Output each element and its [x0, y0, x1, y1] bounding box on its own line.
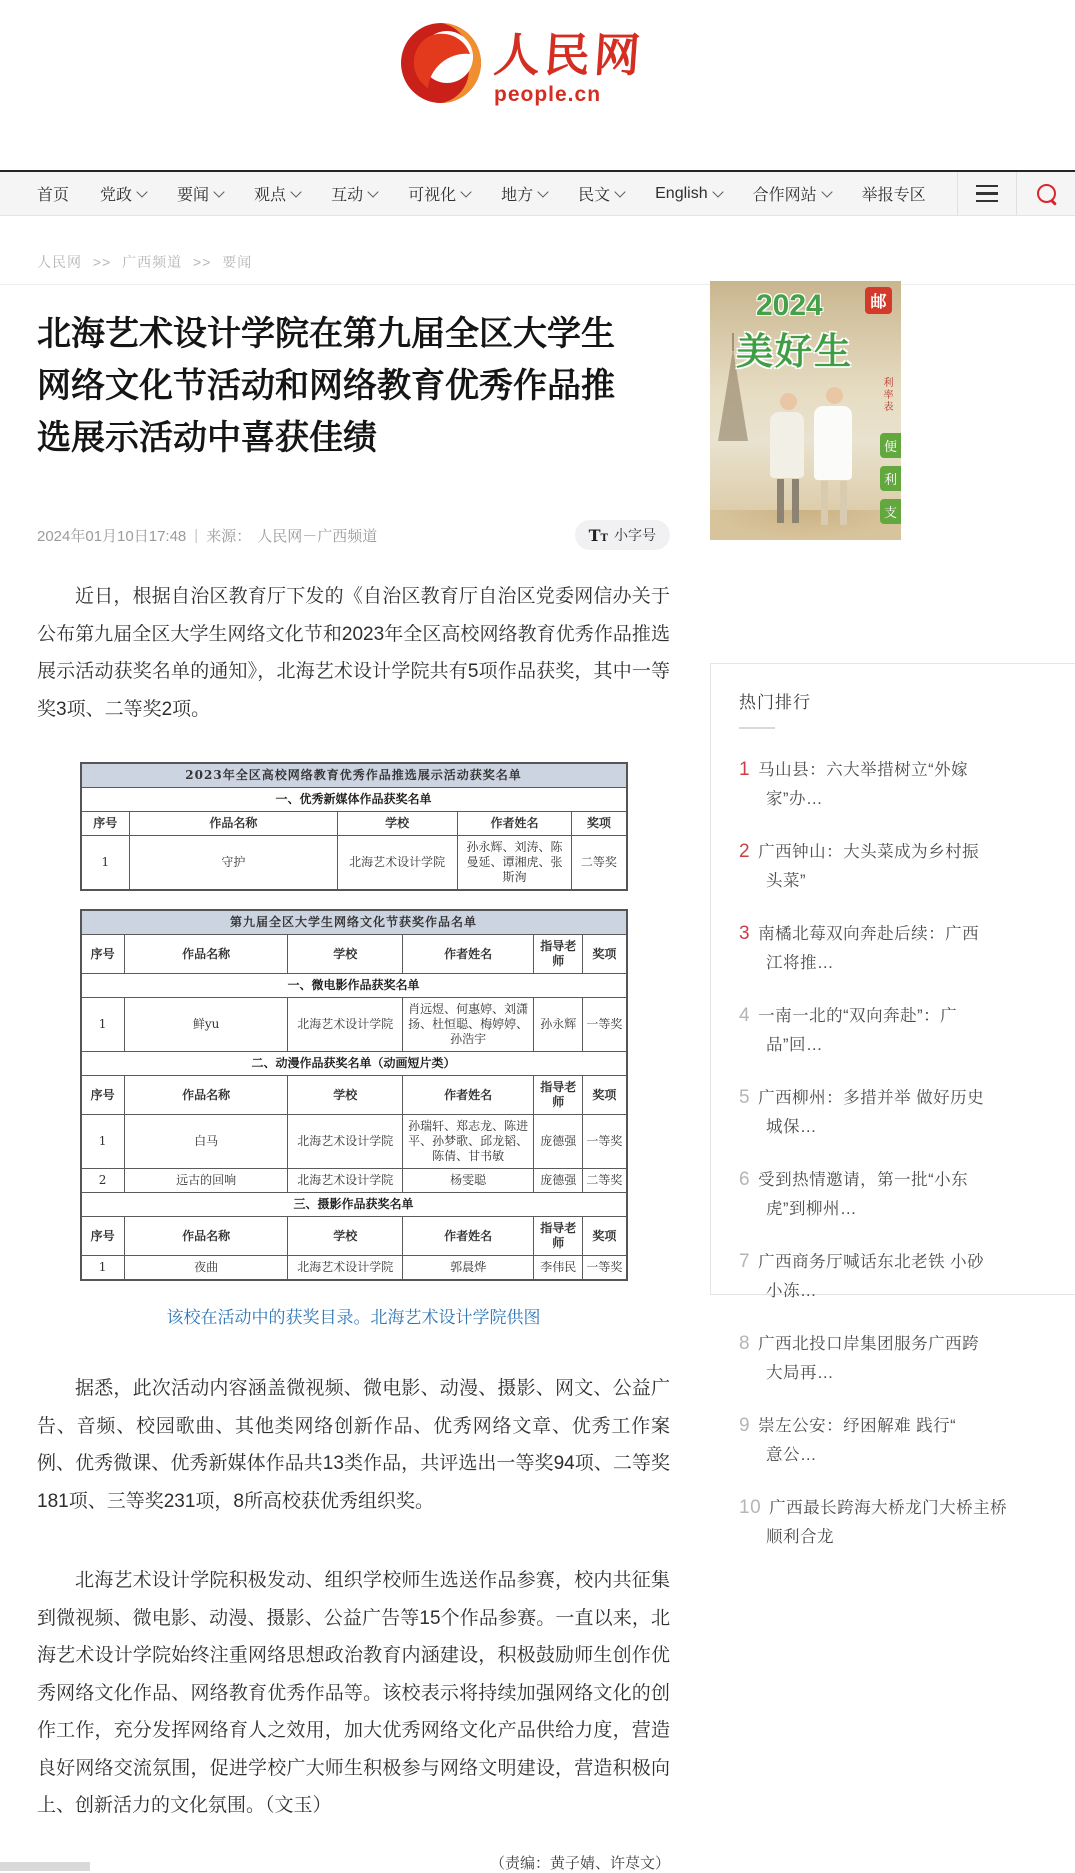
- article-meta: [37, 520, 670, 550]
- col-header: 序号: [81, 935, 125, 974]
- nav-item-english[interactable]: [655, 185, 721, 203]
- hot-item-text: 头菜”: [766, 872, 806, 890]
- table-section-band: 三、摄影作品获奖名单: [81, 1193, 627, 1217]
- breadcrumb-separator: >>: [193, 254, 212, 270]
- hot-item-text: 家”办…: [766, 790, 823, 808]
- col-header: 学校: [288, 1076, 403, 1115]
- cell-award: 一等奖: [583, 1256, 627, 1281]
- table-section-band: 二、动漫作品获奖名单（动画短片类）: [81, 1052, 627, 1076]
- table-row: [81, 1115, 627, 1169]
- nav-items: [0, 182, 957, 205]
- nav-item-hezuo[interactable]: [753, 182, 831, 205]
- people-cn-logo[interactable]: [398, 20, 644, 107]
- cell-award: 一等奖: [583, 1115, 627, 1169]
- editor-credit: （责编：黄子婧、许荩文）: [489, 1855, 670, 1872]
- nav-label: 举报专区: [861, 187, 926, 204]
- hot-item-text: 小冻…: [766, 1282, 817, 1300]
- hot-item-text: 广西最长跨海大桥龙门大桥主桥: [769, 1499, 1008, 1517]
- col-header: 作者姓名: [457, 812, 572, 836]
- sidebar-ad-banner[interactable]: [710, 281, 901, 540]
- nav-label: English: [655, 184, 708, 202]
- hot-item-text: 南橘北莓双向奔赴后续：广西: [758, 925, 980, 943]
- cell-school: 北海艺术设计学院: [288, 998, 403, 1052]
- col-header: 作品名称: [124, 935, 288, 974]
- col-header: 作品名称: [124, 1217, 288, 1256]
- cell-award: 二等奖: [572, 836, 627, 891]
- cell-advisor: 庞德强: [534, 1115, 583, 1169]
- cell-authors: 孙永辉、刘涛、陈曼延、谭湘虎、张斯洵: [457, 836, 572, 891]
- table-section-band: 一、优秀新媒体作品获奖名单: [81, 788, 627, 812]
- ad-person-graphic: [814, 387, 854, 525]
- logo-wordmark: [494, 30, 644, 107]
- hot-item-1[interactable]: [739, 755, 1075, 814]
- cell-index: 1: [81, 836, 130, 891]
- col-header: 作品名称: [124, 1076, 288, 1115]
- figure-caption: 该校在活动中的获奖目录。北海艺术设计学院供图: [166, 1308, 541, 1328]
- rank-number: 6: [739, 1169, 751, 1190]
- nav-label: 首页: [37, 187, 70, 204]
- nav-item-guandian[interactable]: [254, 182, 300, 205]
- cell-authors: 郭晨烨: [403, 1256, 534, 1281]
- hot-item-text: 马山县：六大举措树立“外嫁: [758, 761, 969, 779]
- cell-work: 夜曲: [124, 1256, 288, 1281]
- cell-advisor: 李伟民: [534, 1256, 583, 1281]
- hot-ranking-panel: [710, 663, 1075, 1546]
- nav-item-keshihua[interactable]: [408, 182, 470, 205]
- nav-item-hudong[interactable]: [331, 182, 377, 205]
- col-header: 学校: [288, 1217, 403, 1256]
- nav-label: 要闻: [177, 187, 210, 204]
- nav-item-yaowen[interactable]: [177, 182, 223, 205]
- main-navbar: [0, 170, 1075, 216]
- rank-number: 4: [739, 1005, 751, 1026]
- ad-tag: 便: [880, 433, 901, 458]
- cell-work: 远古的回响: [124, 1169, 288, 1193]
- cell-authors: 杨雯聪: [403, 1169, 534, 1193]
- col-header: 序号: [81, 812, 130, 836]
- nav-item-jubao[interactable]: [862, 182, 926, 205]
- award-table-festival: [80, 909, 628, 1281]
- hot-item-4[interactable]: [739, 1001, 1075, 1060]
- table-row: [81, 1256, 627, 1281]
- title-line: 北海艺术设计学院在第九届全区大学生: [37, 315, 615, 353]
- ad-person-graphic: [770, 393, 806, 523]
- hot-item-text: 广西钟山：大头菜成为乡村振: [758, 843, 980, 861]
- hot-item-text: 大局再…: [766, 1364, 834, 1382]
- hot-item-5[interactable]: [739, 1083, 1075, 1142]
- ad-post-seal: 邮: [865, 287, 892, 314]
- table-row: [81, 998, 627, 1052]
- cell-school: 北海艺术设计学院: [288, 1169, 403, 1193]
- paragraph-2: 据悉，此次活动内容涵盖微视频、微电影、动漫、摄影、网文、公益广告、音频、校园歌曲、其他类网络创新作品、优秀网络文章、优秀工作案例、优秀微课、优秀新媒体作品共13类作品，共评选出一等奖94项、二等奖181项、三等奖231项，8所高校获优秀组织奖。: [37, 1378, 670, 1512]
- col-header: 作者姓名: [403, 935, 534, 974]
- hot-item-7[interactable]: [739, 1247, 1075, 1306]
- paragraph-1: 近日，根据自治区教育厅下发的《自治区教育厅自治区党委网信办关于公布第九届全区大学生网络文化节和2023年全区高校网络教育优秀作品推选展示活动获奖名单的通知》，北海艺术设计学院共有5项作品获奖，其中一等奖3项、二等奖2项。: [37, 586, 670, 720]
- cell-school: 北海艺术设计学院: [288, 1115, 403, 1169]
- hot-item-text: 受到热情邀请，第一批“小东: [758, 1171, 969, 1189]
- hot-item-2[interactable]: [739, 837, 1075, 896]
- hot-item-text: 一南一北的“双向奔赴”：广: [758, 1007, 958, 1025]
- publish-date: 2024年01月10日17:48: [37, 527, 187, 545]
- col-header: 作品名称: [130, 812, 337, 836]
- table-row: [81, 1169, 627, 1193]
- cell-work: 鲜yu: [124, 998, 288, 1052]
- breadcrumb: [37, 252, 252, 272]
- col-header: 指导老师: [534, 935, 583, 974]
- cell-advisor: 庞德强: [534, 1169, 583, 1193]
- menu-icon[interactable]: [958, 172, 1016, 215]
- hot-item-text: 品”回…: [766, 1036, 823, 1054]
- hot-item-text: 广西北投口岸集团服务广西跨: [758, 1335, 980, 1353]
- article-column: [37, 284, 670, 1825]
- col-header: 作者姓名: [403, 1076, 534, 1115]
- table-gap: [80, 891, 628, 909]
- title-line: 网络文化节活动和网络教育优秀作品推: [37, 367, 615, 405]
- nav-label: 可视化: [408, 187, 457, 204]
- col-header: 学校: [337, 812, 457, 836]
- site-header: [0, 0, 1075, 169]
- source-label: 来源：: [206, 527, 252, 545]
- col-header: 奖项: [583, 935, 627, 974]
- chevron-down-icon: [537, 186, 548, 197]
- ad-year-text: 2024: [756, 289, 823, 322]
- col-header: 学校: [288, 935, 403, 974]
- nav-right: [957, 172, 1075, 215]
- hot-item-text: 广西柳州：多措并举 做好历史: [758, 1089, 985, 1107]
- hot-item-text: 意公…: [766, 1446, 817, 1464]
- paragraph-3: 北海艺术设计学院积极发动、组织学校师生选送作品参赛，校内共征集到微视频、微电影、动漫、摄影、公益广告等15个作品参赛。一直以来，北海艺术设计学院始终注重网络思想政治教育内涵建设，积极鼓励师生创作优秀网络文化作品、网络教育优秀作品等。该校表示将持续加强网络文化的创作工作，充分发挥网络育人之效用，加大优秀网络文化产品供给力度，营造良好网络交流氛围，促进学校广大师生积极参与网络文明建设，营造积极向上、创新活力的文化氛围。（文玉）: [37, 1570, 670, 1816]
- chevron-down-icon: [213, 186, 224, 197]
- meta-divider: |: [194, 526, 199, 544]
- rank-number: 10: [739, 1497, 762, 1518]
- col-header: 奖项: [583, 1076, 627, 1115]
- nav-label: 党政: [100, 187, 133, 204]
- chevron-down-icon: [460, 186, 471, 197]
- table-title: 第九届全区大学生网络文化节获奖作品名单: [81, 910, 627, 935]
- chevron-down-icon: [136, 186, 147, 197]
- rank-number: 5: [739, 1087, 751, 1108]
- cell-work: 守护: [130, 836, 337, 891]
- font-size-label: 小字号: [614, 527, 656, 543]
- hot-item-9[interactable]: [739, 1411, 1075, 1470]
- cell-index: 1: [81, 998, 125, 1052]
- cell-work: 白马: [124, 1115, 288, 1169]
- chevron-down-icon: [821, 186, 832, 197]
- nav-label: 观点: [254, 187, 287, 204]
- cell-school: 北海艺术设计学院: [288, 1256, 403, 1281]
- nav-label: 合作网站: [752, 187, 817, 204]
- logo-text-en: people.cn: [494, 82, 602, 106]
- footer-strip: [0, 1862, 90, 1871]
- col-header: 序号: [81, 1076, 125, 1115]
- breadcrumb-guangxi[interactable]: 广西频道: [122, 254, 183, 270]
- cell-authors: 肖远煜、何惠婷、刘潇扬、杜恒聪、梅婷婷、孙浩宇: [403, 998, 534, 1052]
- ad-small-text: 利率表: [881, 377, 892, 413]
- table-section-band: 一、微电影作品获奖名单: [81, 974, 627, 998]
- cell-award: 二等奖: [583, 1169, 627, 1193]
- hot-item-text: 城保…: [766, 1118, 817, 1136]
- ad-headline-text: 美好生: [736, 331, 853, 372]
- title-line: 选展示活动中喜获佳绩: [37, 419, 377, 457]
- table-row: [81, 836, 627, 891]
- font-size-button[interactable]: [575, 520, 670, 550]
- col-header: 奖项: [583, 1217, 627, 1256]
- search-button[interactable]: [1017, 172, 1075, 215]
- nav-item-difang[interactable]: [501, 182, 547, 205]
- rank-number: 1: [739, 759, 751, 780]
- ad-tag: 利: [880, 466, 901, 491]
- rank-number: 3: [739, 923, 751, 944]
- chevron-down-icon: [367, 186, 378, 197]
- hot-ranking-underline: [739, 727, 775, 729]
- col-header: 作者姓名: [403, 1217, 534, 1256]
- table-title: 2023年全区高校网络教育优秀作品推选展示活动获奖名单: [81, 763, 627, 788]
- chevron-down-icon: [712, 186, 723, 197]
- nav-label: 地方: [501, 187, 534, 204]
- hot-item-8[interactable]: [739, 1329, 1075, 1388]
- cell-authors: 孙瑞轩、郑志龙、陈进平、孙梦歌、邱龙韬、陈倩、甘书敏: [403, 1115, 534, 1169]
- nav-label: 民文: [578, 187, 611, 204]
- award-table-figure: [80, 762, 628, 1281]
- hot-item-text: 虎”到柳州…: [766, 1200, 857, 1218]
- hot-ranking-title: 热门排行: [739, 693, 811, 712]
- hot-item-text: 江将推…: [766, 954, 834, 972]
- col-header: 序号: [81, 1217, 125, 1256]
- cell-award: 一等奖: [583, 998, 627, 1052]
- cell-index: 2: [81, 1169, 125, 1193]
- nav-item-minwen[interactable]: [578, 182, 624, 205]
- ad-side-tags: [880, 433, 901, 524]
- source-link[interactable]: 人民网－广西频道: [257, 527, 378, 545]
- ad-tag: 支: [880, 499, 901, 524]
- rank-number: 9: [739, 1415, 751, 1436]
- cell-advisor: 孙永辉: [534, 998, 583, 1052]
- cell-index: 1: [81, 1256, 125, 1281]
- award-table-2023: [80, 762, 628, 891]
- hot-item-3[interactable]: [739, 919, 1075, 978]
- breadcrumb-separator: >>: [92, 254, 112, 270]
- hot-item-text: 顺利合龙: [766, 1528, 834, 1546]
- chevron-down-icon: [614, 186, 625, 197]
- people-cn-globe-icon: [398, 20, 484, 106]
- hot-item-text: 崇左公安：纾困解难 践行“: [758, 1417, 957, 1435]
- col-header: 奖项: [572, 812, 627, 836]
- rank-number: 2: [739, 841, 751, 862]
- cell-school: 北海艺术设计学院: [337, 836, 457, 891]
- rank-number: 7: [739, 1251, 751, 1272]
- nav-item-home[interactable]: [37, 182, 69, 205]
- hot-item-6[interactable]: [739, 1165, 1075, 1224]
- nav-item-dangzheng[interactable]: [100, 182, 146, 205]
- chevron-down-icon: [290, 186, 301, 197]
- breadcrumb-people[interactable]: 人民网: [37, 254, 82, 270]
- breadcrumb-yaowen[interactable]: 要闻: [222, 254, 253, 270]
- rank-number: 8: [739, 1333, 751, 1354]
- col-header: 指导老师: [534, 1076, 583, 1115]
- hot-item-text: 广西商务厅喊话东北老铁 小砂: [758, 1253, 985, 1271]
- hot-item-10[interactable]: [739, 1493, 1075, 1552]
- search-icon: [1037, 184, 1056, 203]
- page-title: [37, 308, 670, 464]
- hot-ranking-list: [739, 755, 1075, 1552]
- font-size-icon: TT: [588, 525, 608, 545]
- cell-index: 1: [81, 1115, 125, 1169]
- col-header: 指导老师: [534, 1217, 583, 1256]
- logo-text-cn: 人民网: [492, 28, 646, 82]
- nav-label: 互动: [331, 187, 364, 204]
